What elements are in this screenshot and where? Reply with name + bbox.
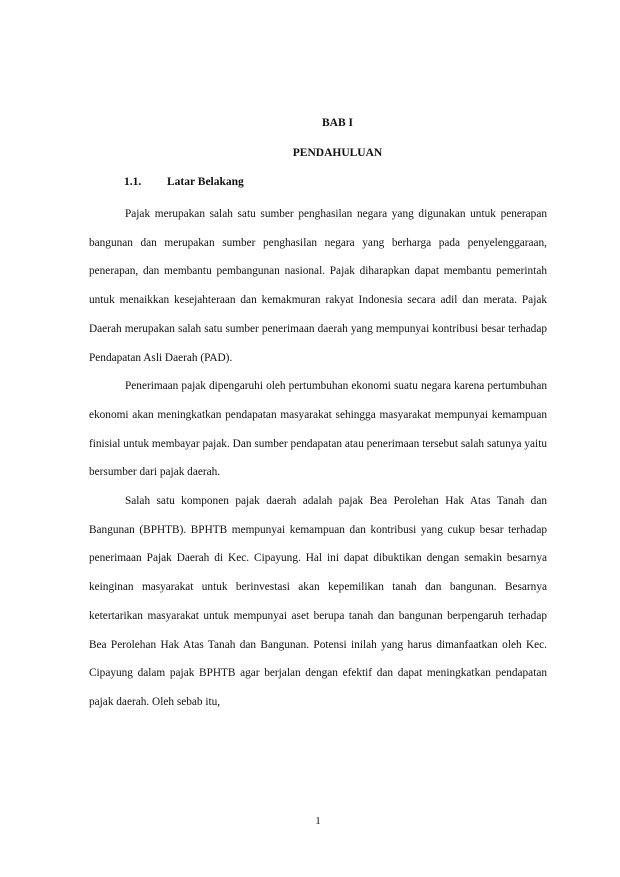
page-number: 1: [315, 815, 321, 827]
section-heading: [124, 176, 244, 188]
body-text: [89, 200, 547, 717]
paragraph-3: Salah satu komponen pajak daerah adalah pajak Bea Perolehan Hak Atas Tanah dan Bangunan (BPHTB). BPHTB mempunyai kemampuan dan kontribusi yang cukup besar terhadap penerimaan Pajak Daerah di Kec. Cipayung. Hal ini dapat dibuktikan dengan semakin besarnya keinginan masyarakat untuk berinvestasi akan kepemilikan tanah dan bangunan. Besarnya ketertarikan masyarakat untuk mempunyai aset berupa tanah dan bangunan berpengaruh terhadap Bea Perolehan Hak Atas Tanah dan Bangunan. Potensi inilah yang harus dimanfaatkan oleh Kec. Cipayung dalam pajak BPHTB agar berjalan dengan efektif dan dapat meningkatkan pendapatan pajak daerah. Oleh sebab itu,: [89, 495, 547, 708]
chapter-label: BAB I: [322, 117, 353, 129]
section-number: 1.1.: [124, 176, 142, 188]
section-title: Latar Belakang: [167, 176, 244, 188]
chapter-title: PENDAHULUAN: [292, 147, 383, 159]
paragraph-1: Pajak merupakan salah satu sumber penghasilan negara yang digunakan untuk penerapan bangunan dan merupakan sumber penghasilan negara yang berharga pada penyelenggaraan, penerapan, dan membantu pembangunan nasional. Pajak diharapkan dapat membantu pemerintah untuk menaikkan kesejahteraan dan kemakmuran rakyat Indonesia secara adil dan merata. Pajak Daerah merupakan salah satu sumber penerimaan daerah yang mempunyai kontribusi besar terhadap Pendapatan Asli Daerah (PAD).: [89, 208, 547, 364]
paragraph-2: Penerimaan pajak dipengaruhi oleh pertumbuhan ekonomi suatu negara karena pertumbuhan ekonomi akan meningkatkan pendapatan masyarakat sehingga masyarakat mempunyai kemampuan finisial untuk membayar pajak. Dan sumber pendapatan atau penerimaan tersebut salah satunya yaitu bersumber dari pajak daerah.: [89, 380, 547, 479]
